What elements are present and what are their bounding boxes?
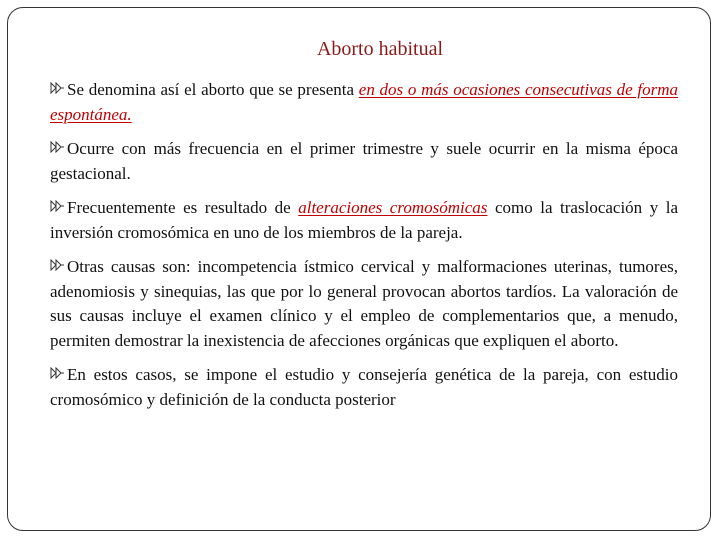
bullet-text: como la traslocación y la inversión cromosómica en uno de los miembros de la pareja. [50, 198, 679, 242]
bullet-text: En estos casos, se impone el estudio y consejería genética de la pareja, con estudio cromosómico y definición de la conducta posterior [50, 365, 678, 409]
bullet-list [50, 78, 678, 422]
highlighted-phrase: en dos o más ocasiones consecutivas de forma espontánea. [50, 80, 678, 124]
bullet-text: Se denomina así el aborto que se presenta [67, 80, 359, 99]
bullet-item-3 [50, 196, 678, 245]
bullet-text: Otras causas son: incompetencia ístmico cervical y malformaciones uterinas, tumores, adenomiosis y sinequias, las que por lo general provocan abortos tardíos. La valoración de sus causas incluye el examen clínico y el empleo de complementarios que, a menudo, permiten demostrar la inexistencia de afecciones orgánicas que expliquen el aborto. [50, 257, 678, 350]
bullet-arrow-icon [50, 259, 65, 271]
bullet-arrow-icon [50, 367, 65, 379]
bullet-arrow-icon [50, 141, 65, 153]
bullet-item-4 [50, 255, 678, 353]
bullet-arrow-icon [50, 200, 65, 212]
highlighted-phrase: alteraciones cromosómicas [298, 198, 488, 217]
bullet-item-1 [50, 78, 678, 127]
bullet-arrow-icon [50, 82, 65, 94]
bullet-item-5 [50, 363, 678, 412]
slide-title: Aborto habitual [316, 38, 444, 60]
bullet-text: Frecuentemente es resultado de [67, 198, 299, 217]
bullet-text: Ocurre con más frecuencia en el primer trimestre y suele ocurrir en la misma época gestacional. [50, 139, 678, 183]
bullet-item-2 [50, 137, 678, 186]
